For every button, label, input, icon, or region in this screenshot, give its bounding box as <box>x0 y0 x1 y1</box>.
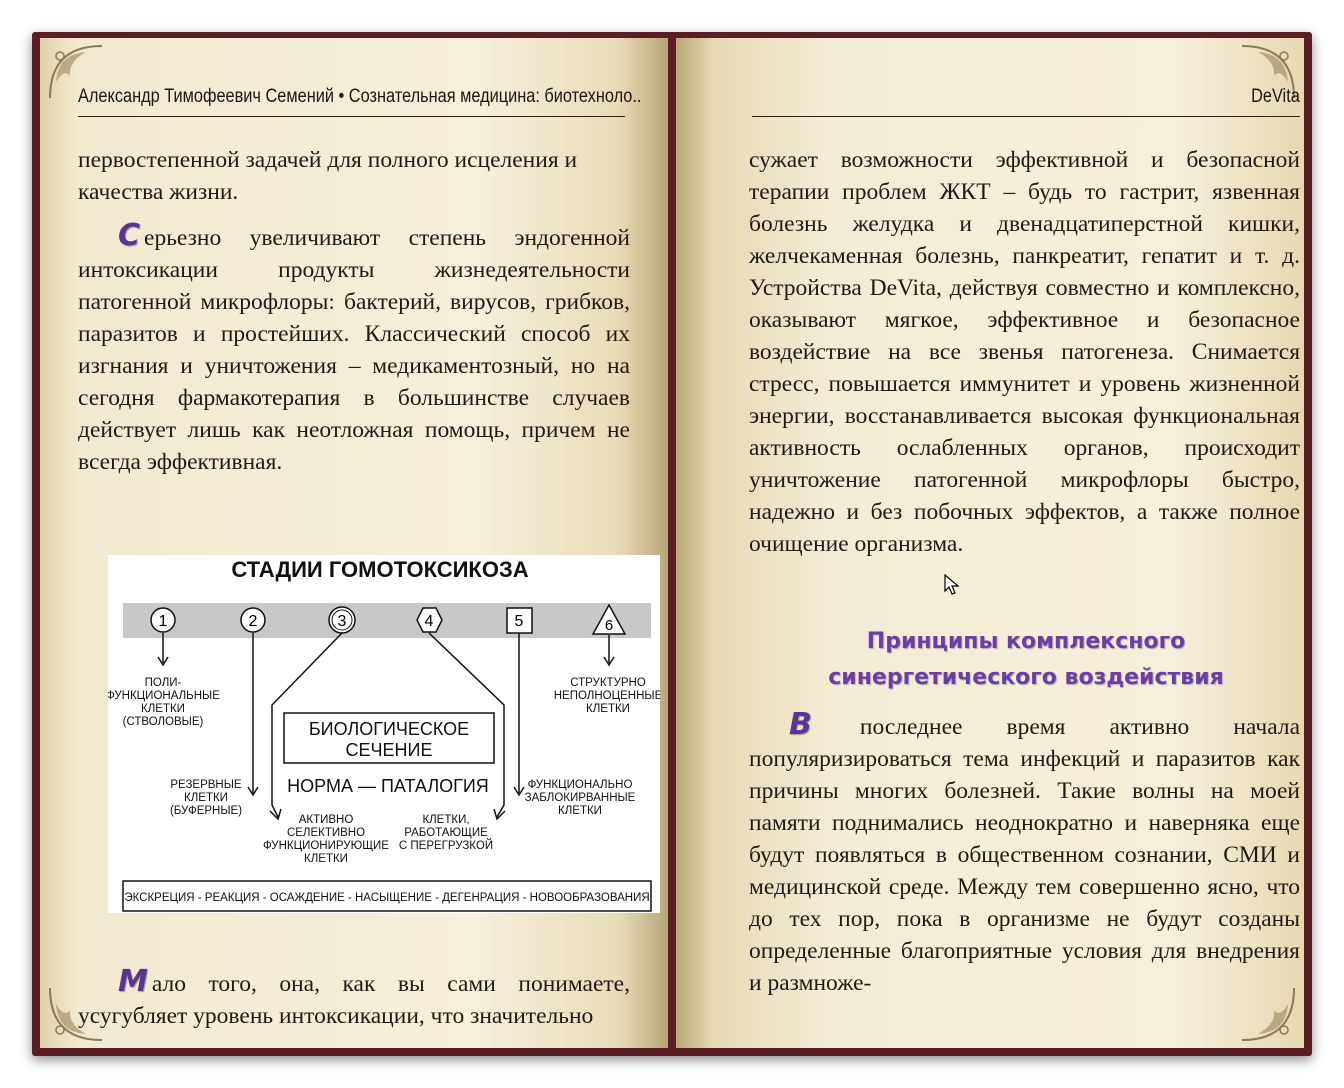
svg-text:КЛЕТКИ: КЛЕТКИ <box>558 805 602 817</box>
mouse-pointer-icon <box>944 574 960 596</box>
svg-text:С ПЕРЕГРУЗКОЙ: С ПЕРЕГРУЗКОЙ <box>398 840 494 852</box>
svg-text:РЕЗЕРВНЫЕ: РЕЗЕРВНЫЕ <box>170 779 242 791</box>
left-page[interactable] <box>40 38 668 1048</box>
diagram-title: СТАДИИ ГОМОТОКСИКОЗА <box>231 557 529 582</box>
svg-text:ПОЛИ-: ПОЛИ- <box>144 677 182 689</box>
svg-text:(СТВОЛОВЫЕ): (СТВОЛОВЫЕ) <box>122 716 204 728</box>
stage-1-marker <box>151 608 175 632</box>
svg-text:АКТИВНО: АКТИВНО <box>298 814 354 826</box>
paragraph <box>78 220 630 478</box>
paragraph-text: ало того, она, как вы сами понимаете, усугубляет уровень интоксикации, что значительно <box>78 971 630 1029</box>
svg-text:ЭКСКРЕЦИЯ - РЕАКЦИЯ - ОСАЖДЕНИ: ЭКСКРЕЦИЯ - РЕАКЦИЯ - ОСАЖДЕНИЕ - НАСЫЩЕНИЕ - ДЕГЕНРАЦИЯ - НОВООБРАЗОВАНИЯ <box>124 892 650 904</box>
book-cover <box>32 32 1312 1056</box>
page-header: Александр Тимофеевич Семений • Сознательная медицина: биотехноло.. <box>78 86 625 117</box>
svg-text:ФУНКЦИОНАЛЬНЫЕ: ФУНКЦИОНАЛЬНЫЕ <box>108 690 220 702</box>
svg-text:КЛЕТКИ: КЛЕТКИ <box>586 703 630 715</box>
stage-3-marker <box>329 607 355 633</box>
drop-cap: С <box>118 218 141 253</box>
paragraph-text: последнее время активно начала популяризироваться тема инфекций и паразитов как причины многих болезней. Такие волны на моей памяти поднимались неоднократно и наверняка еще будут появляться в общественном сознании, СМИ и медицинской среде. Между тем совершенно ясно, что до тех пор, пока в организме не будут созданы определенные благоприятные условия для внедрения и размноже- <box>749 714 1301 996</box>
svg-text:СЕЛЕКТИВНО: СЕЛЕКТИВНО <box>286 827 366 839</box>
svg-text:(БУФЕРНЫЕ): (БУФЕРНЫЕ) <box>169 805 243 817</box>
svg-text:СТРУКТУРНО: СТРУКТУРНО <box>570 677 646 689</box>
svg-text:2: 2 <box>248 613 258 630</box>
paragraph-text: сужает возможности эффективной и безопасной терапии проблем ЖКТ – будь то гастрит, язвенная болезнь желудка и двенадцатиперстной кишки, желчекаменная болезнь, панкреатит, гепатит и т. д. Устройства DeVita, действуя совместно и комплексно, оказывают мягкое, эффективное и безопасное воздействие на все звенья патогенеза. Снимается стресс, повышается иммунитет и уровень жизненной энергии, восстанавливается высокая функциональная активность ослабленных органов, происходит уничтожение патогенной микрофлоры быстро, надежно и без побочных эффектов, а также полное очищение организма. <box>749 147 1300 557</box>
svg-text:СЕЧЕНИЕ: СЕЧЕНИЕ <box>345 740 433 760</box>
paragraph-text: ерьезно увеличивают степень эндогенной интоксикации продукты жизнедеятельности патогенной микрофлоры: бактерий, вирусов, грибков, паразитов и простейших. Классический способ их изгнания и уничтожения – медикаментозный, но на сегодня фармакотерапия в большинстве случаев действует лишь как неотложная помощь, причем не всегда эффективная. <box>78 225 630 475</box>
svg-text:3: 3 <box>337 613 347 630</box>
svg-text:КЛЕТКИ: КЛЕТКИ <box>304 853 348 865</box>
svg-text:ФУНКЦИОНИРУЮЩИЕ: ФУНКЦИОНИРУЮЩИЕ <box>263 840 389 852</box>
homotoxicosis-diagram <box>108 555 660 913</box>
svg-text:1: 1 <box>158 613 168 630</box>
stage-4-marker <box>417 608 442 632</box>
svg-text:5: 5 <box>514 613 524 630</box>
svg-text:КЛЕТКИ: КЛЕТКИ <box>184 792 228 804</box>
norm-pathology-label: НОРМА — ПАТАЛОГИЯ <box>287 776 489 796</box>
svg-text:ФУНКЦИОНАЛЬНО: ФУНКЦИОНАЛЬНО <box>527 779 633 791</box>
page-header: DeVita <box>752 86 1300 117</box>
stage-bar <box>123 603 651 638</box>
paragraph <box>78 966 630 1032</box>
svg-text:БИОЛОГИЧЕСКОЕ: БИОЛОГИЧЕСКОЕ <box>308 719 470 739</box>
paragraph <box>749 144 1300 560</box>
paragraph-text: первостепенной задачей для полного исцеления и качества жизни. <box>78 147 578 205</box>
svg-text:6: 6 <box>604 617 614 634</box>
svg-text:РАБОТАЮЩИЕ: РАБОТАЮЩИЕ <box>404 827 488 839</box>
svg-text:4: 4 <box>424 613 434 630</box>
svg-text:КЛЕТКИ: КЛЕТКИ <box>141 703 185 715</box>
stage-5-marker <box>507 608 532 633</box>
svg-text:НЕПОЛНОЦЕННЫЕ: НЕПОЛНОЦЕННЫЕ <box>553 690 660 702</box>
svg-text:ЗАБЛОКИРВАННЫЕ: ЗАБЛОКИРВАННЫЕ <box>524 792 636 804</box>
drop-cap: В <box>789 707 812 742</box>
section-heading: Принципы комплексного синергетического воздействия <box>828 629 1224 690</box>
paragraph <box>749 709 1300 999</box>
stage-2-marker <box>241 608 265 632</box>
drop-cap: М <box>118 964 148 999</box>
right-page[interactable] <box>676 38 1304 1048</box>
paragraph <box>78 144 630 208</box>
svg-text:КЛЕТКИ,: КЛЕТКИ, <box>422 814 470 826</box>
